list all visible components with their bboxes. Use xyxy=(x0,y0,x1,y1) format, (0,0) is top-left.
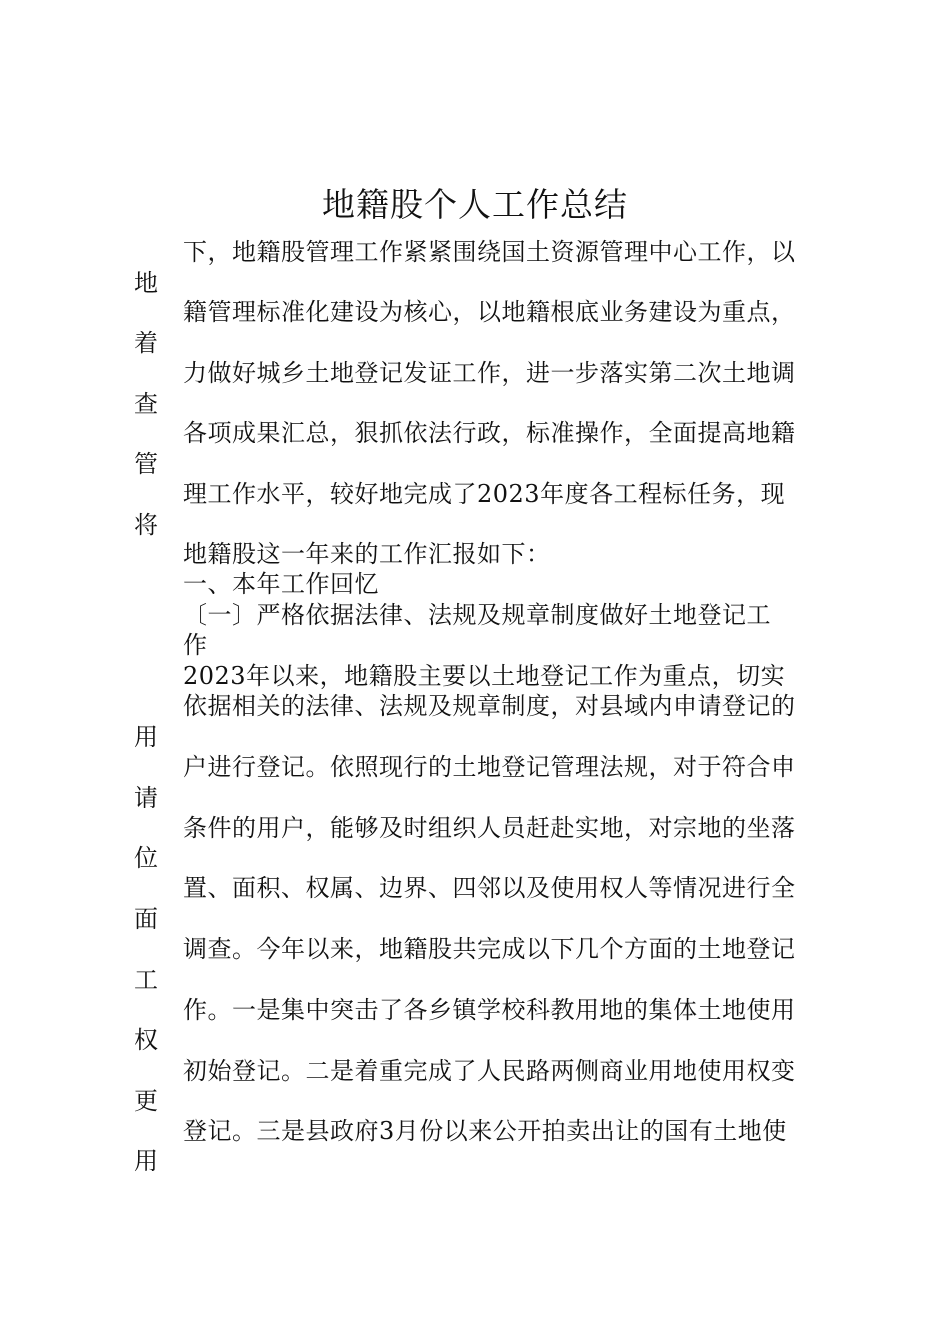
body-line: 下，地籍股管理工作紧紧围绕国土资源管理中心工作，以 xyxy=(183,238,796,266)
margin-char: 工 xyxy=(134,966,158,994)
body-line: 地籍股这一年来的工作汇报如下： xyxy=(183,540,551,568)
margin-char: 管 xyxy=(134,450,158,478)
margin-char: 用 xyxy=(134,723,158,751)
body-line: 各项成果汇总，狠抓依法行政，标准操作，全面提高地籍 xyxy=(183,419,796,447)
margin-char: 更 xyxy=(134,1087,158,1115)
body-line: 登记。三是县政府3月份以来公开拍卖出让的国有土地使 xyxy=(183,1117,787,1145)
margin-char: 用 xyxy=(134,1147,158,1175)
subsection-heading: 〔一〕严格依据法律、法规及规章制度做好土地登记工 xyxy=(183,601,771,629)
section-heading: 一、本年工作回忆 xyxy=(183,570,379,598)
body-line: 初始登记。二是着重完成了人民路两侧商业用地使用权变 xyxy=(183,1057,796,1085)
margin-char: 将 xyxy=(134,511,158,539)
margin-char: 查 xyxy=(134,390,158,418)
body-line: 户进行登记。依照现行的土地登记管理法规，对于符合申 xyxy=(183,753,796,781)
margin-char: 着 xyxy=(134,329,158,357)
margin-char: 权 xyxy=(134,1026,158,1054)
body-line: 置、面积、权属、边界、四邻以及使用权人等情况进行全 xyxy=(183,874,796,902)
margin-char: 面 xyxy=(134,905,158,933)
document-title: 地籍股个人工作总结 xyxy=(322,185,628,224)
body-line: 理工作水平，较好地完成了2023年度各工程标任务，现 xyxy=(183,480,786,508)
body-line: 调查。今年以来，地籍股共完成以下几个方面的土地登记 xyxy=(183,935,796,963)
margin-char: 位 xyxy=(134,844,158,872)
margin-char: 请 xyxy=(134,784,158,812)
subsection-heading-cont: 作 xyxy=(183,631,208,659)
body-line: 作。一是集中突击了各乡镇学校科教用地的集体土地使用 xyxy=(183,996,796,1024)
margin-char: 地 xyxy=(134,269,158,297)
body-line: 力做好城乡土地登记发证工作，进一步落实第二次土地调 xyxy=(183,359,796,387)
body-line: 2023年以来，地籍股主要以土地登记工作为重点，切实 xyxy=(183,662,786,690)
body-line: 依据相关的法律、法规及规章制度，对县域内申请登记的 xyxy=(183,692,796,720)
body-line: 条件的用户，能够及时组织人员赶赴实地，对宗地的坐落 xyxy=(183,814,796,842)
body-line: 籍管理标准化建设为核心，以地籍根底业务建设为重点， xyxy=(183,298,796,326)
